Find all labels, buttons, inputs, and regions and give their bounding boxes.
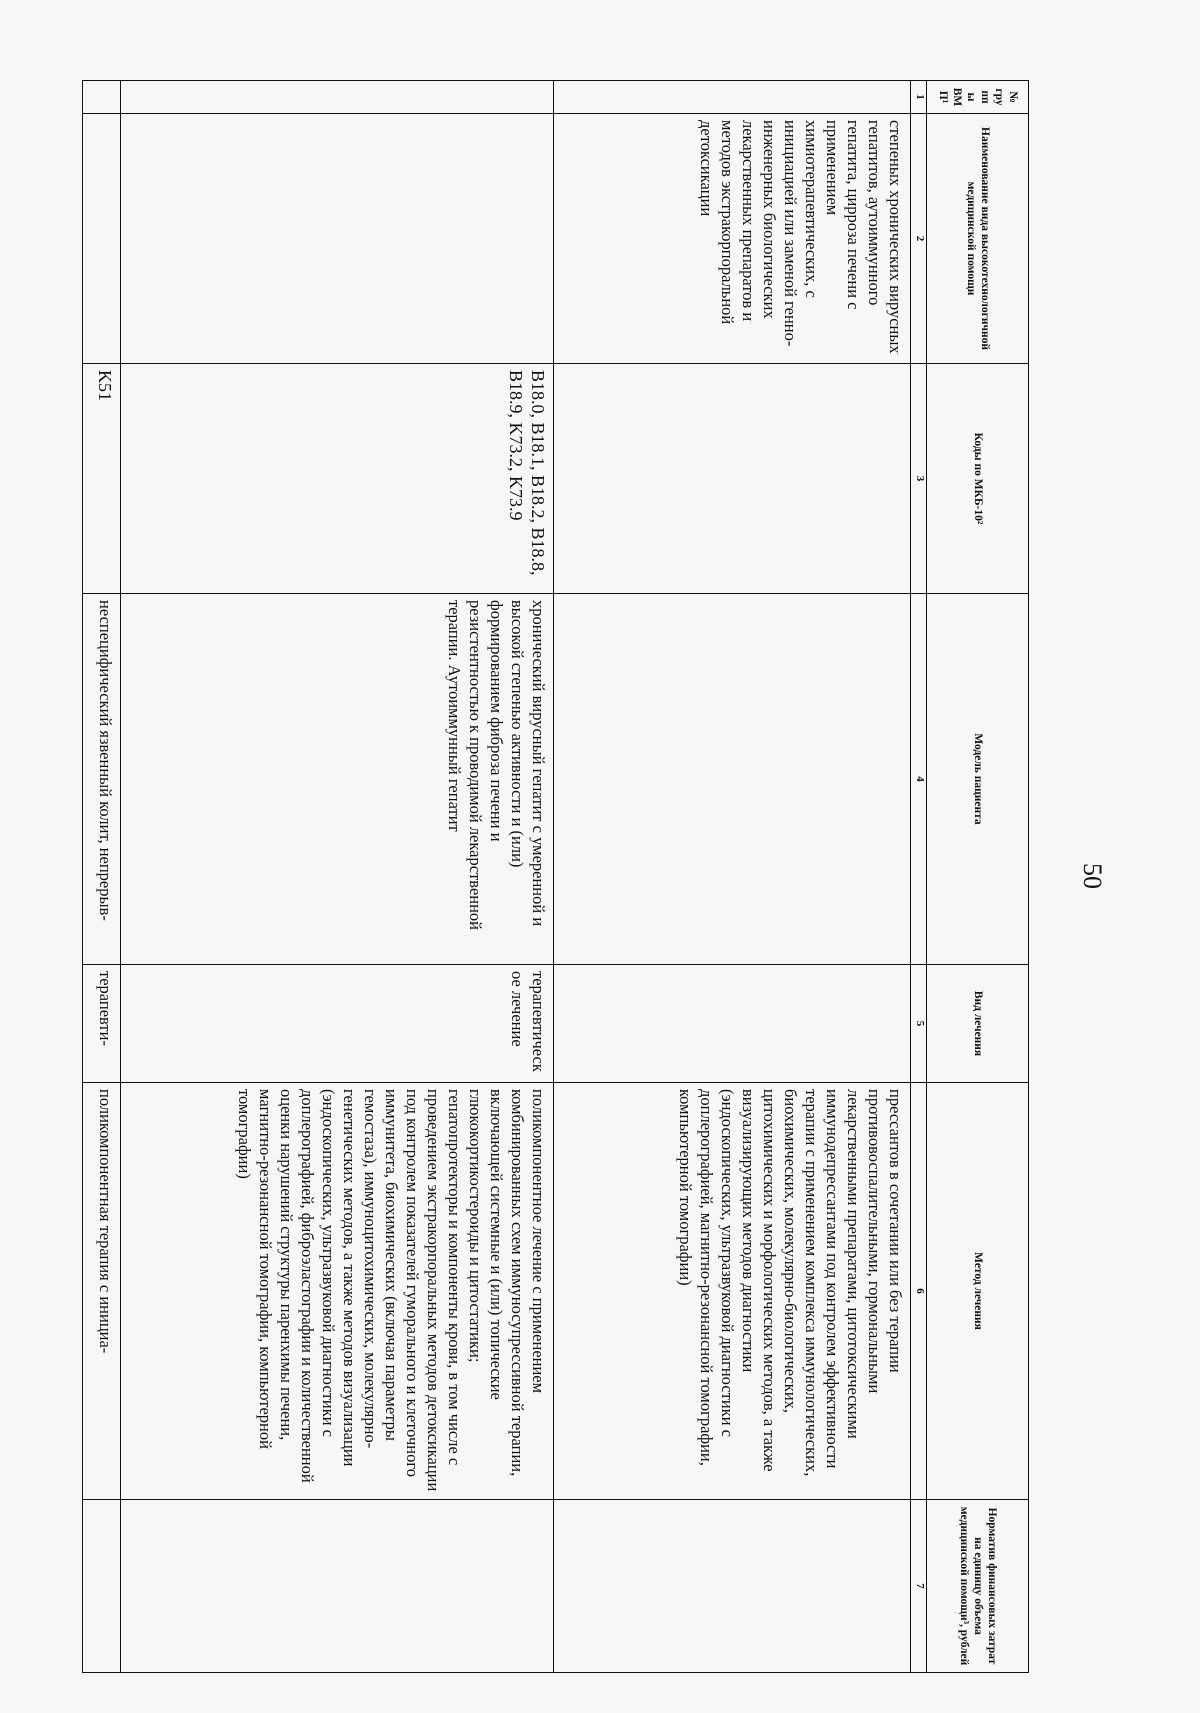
cell-method: поликомпонентное лечение с применением комбинированных схем иммуносупрессивной терапии, включающей системные и (или) топические глюкокортикостероиды и цитостатики; гепатопротекторы и компоненты крови, в том числе с проведением экстракорпоральных методов детоксикации под контролем показателей гуморального и клеточного иммунитета, биохимических (включая параметры гемостаза), иммуноцитохимических, молекулярно-генетических методов, а также методов визуализации (эндоскопических, ультразвуковой диагностики с доплерографией, фиброэластографии и количественной оценки нарушений структуры паренхимы печени, магнитно-резонансной томографии, компьютерной томографии) (121, 1083, 554, 1500)
header-method: Метод лечения (927, 1083, 1029, 1500)
header-norm: Норматив финансовых затрат на единицу объема медицинской помощи³, рублей (927, 1500, 1029, 1673)
header-model: Модель пациента (927, 594, 1029, 965)
header-row (927, 81, 1029, 1673)
page-number: 50 (1078, 863, 1107, 889)
cell-treatment-type (554, 965, 911, 1083)
cell-model: неспецифический язвенный колит, непрерыв- (83, 594, 121, 965)
rotated-table-wrapper (82, 80, 1029, 1672)
column-number: 3 (910, 364, 926, 594)
cell-norm (121, 1500, 554, 1673)
cell-name (83, 114, 121, 364)
cell-model (554, 594, 911, 965)
cell-treatment-type: терапевтическое лечение (121, 965, 554, 1083)
cell-group (83, 81, 121, 114)
table-row (554, 81, 911, 1673)
cell-group (554, 81, 911, 114)
column-number-row (910, 81, 926, 1673)
vmp-table (82, 80, 1029, 1673)
column-number: 5 (910, 965, 926, 1083)
header-codes: Коды по МКБ-10² (927, 364, 1029, 594)
table-row (121, 81, 554, 1673)
cell-method: поликомпонентная терапия с инициа- (83, 1083, 121, 1500)
column-number: 7 (910, 1500, 926, 1673)
cell-name: степеных хронических вирусных гепатитов, аутоиммунного гепатита, цирроза печени с применением химиотерапевтических, с инициацией или заменой генно-инженерных биологических лекарственных препаратов и методов экстракорпоральной детоксикации (554, 114, 911, 364)
column-number: 4 (910, 594, 926, 965)
header-group: № группы ВМП¹ (927, 81, 1029, 114)
column-number: 1 (910, 81, 926, 114)
cell-treatment-type: терапевти- (83, 965, 121, 1083)
header-treatment-type: Вид лечения (927, 965, 1029, 1083)
column-number: 6 (910, 1083, 926, 1500)
cell-codes: K51 (83, 364, 121, 594)
cell-norm (83, 1500, 121, 1673)
cell-norm (554, 1500, 911, 1673)
header-name: Наименование вида высокотехнологичной медицинской помощи (927, 114, 1029, 364)
column-number: 2 (910, 114, 926, 364)
cell-group (121, 81, 554, 114)
cell-method: прессантов в сочетании или без терапии противовоспалительными, гормональными лекарственными препаратами, цитотоксическими иммунодепрессантами под контролем эффективности терапии с применением комплекса иммунологических, биохимических, молекулярно-биологических, цитохимических и морфологических методов, а также визуализирующих методов диагностики (эндоскопических, ультразвуковой диагностики с доплерографией, магнитно-резонансной томографии, компьютерной томографии) (554, 1083, 911, 1500)
cell-name (121, 114, 554, 364)
table-row (83, 81, 121, 1673)
cell-codes (554, 364, 911, 594)
cell-model: хронический вирусный гепатит с умеренной и высокой степенью активности и (или) формированием фиброза печени и резистентностью к проводимой лекарственной терапии. Аутоиммунный гепатит (121, 594, 554, 965)
cell-codes: B18.0, B18.1, B18.2, B18.8, B18.9, K73.2, K73.9 (121, 364, 554, 594)
